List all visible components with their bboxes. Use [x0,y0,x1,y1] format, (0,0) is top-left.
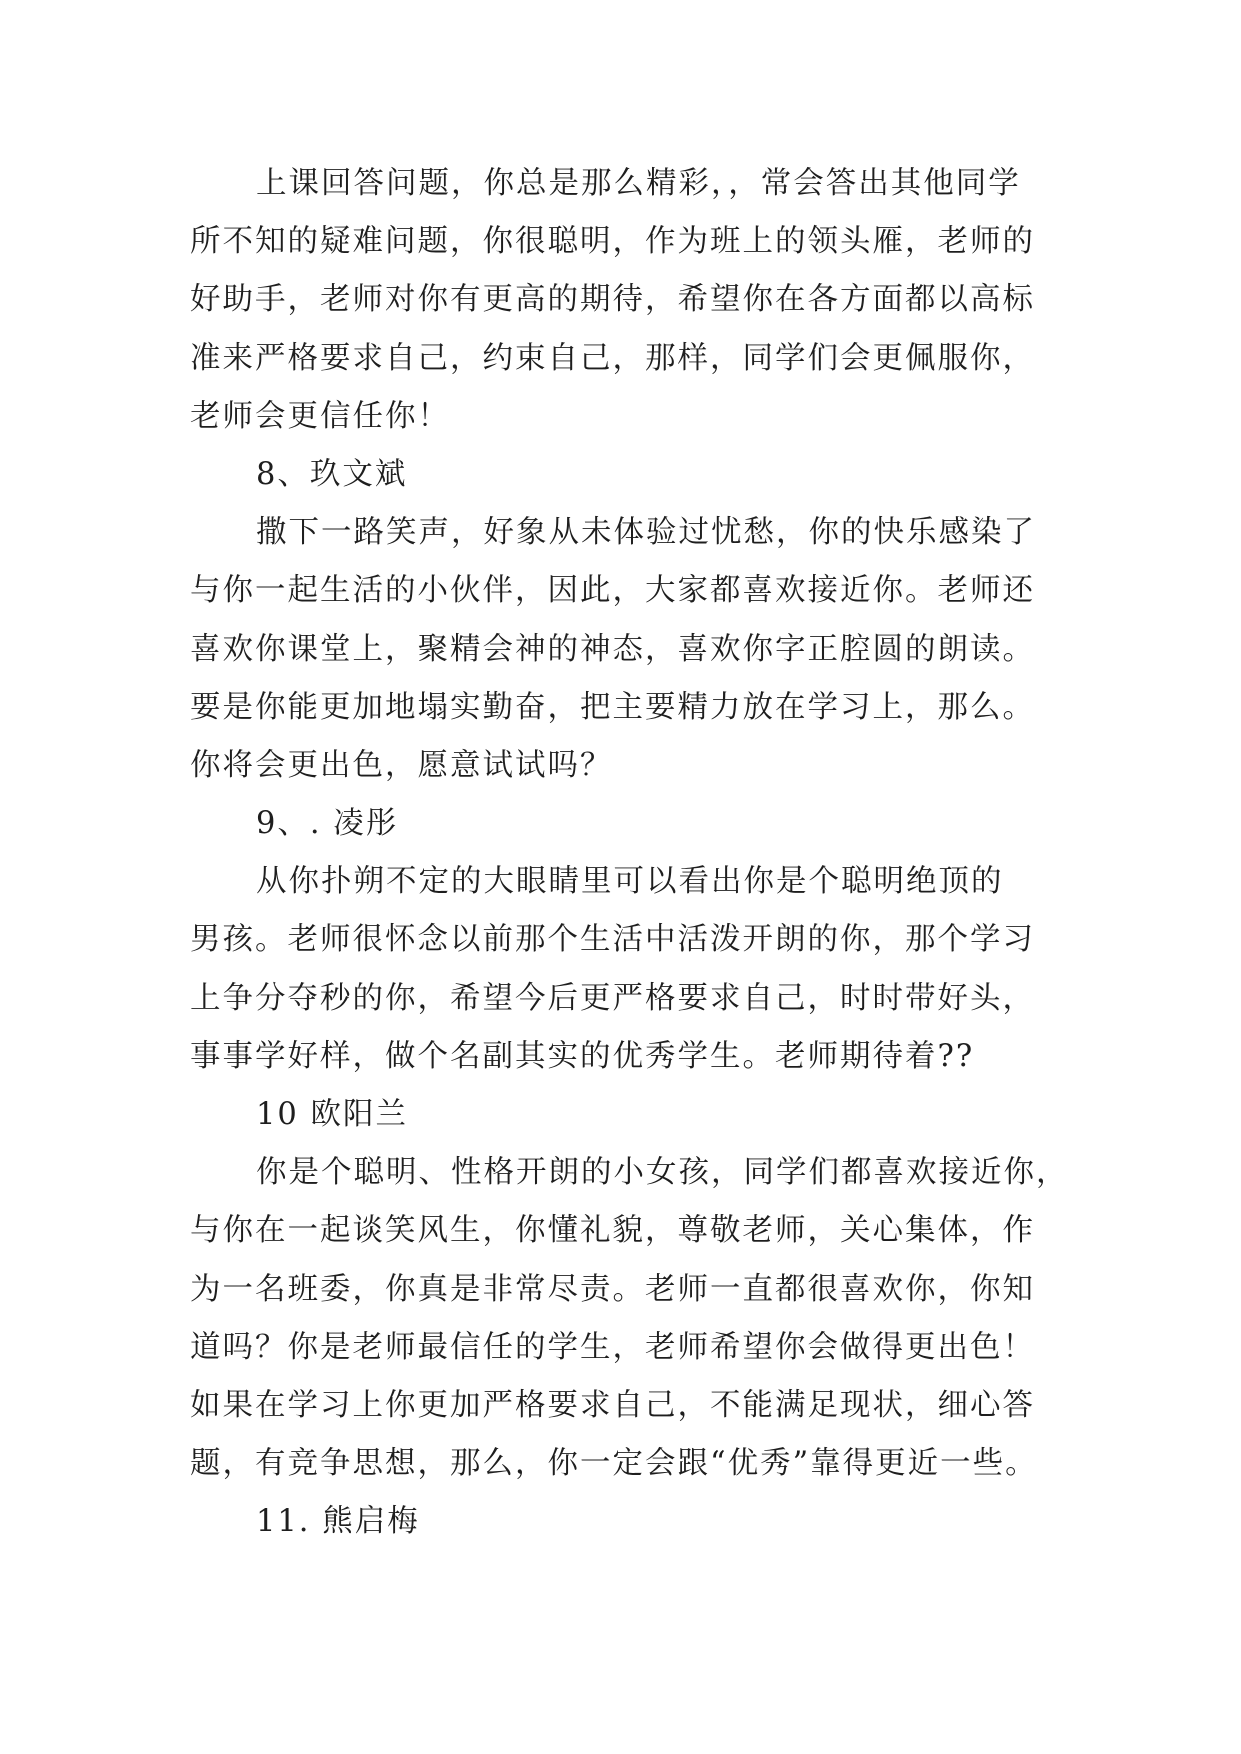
paragraph-line: 你是个聪明、性格开朗的小女孩，同学们都喜欢接近你， [256,1155,1069,1191]
paragraph-line: 所不知的疑难问题，你很聪明，作为班上的领头雁，老师的 [190,224,1035,260]
paragraph-line: 事事学好样，做个名副其实的优秀学生。老师期待着?? [190,1038,975,1074]
paragraph-line: 准来严格要求自己，约束自己，那样，同学们会更佩服你， [190,340,1035,376]
paragraph-line: 老师会更信任你！ [190,398,450,434]
paragraph-line: 与你一起生活的小伙伴，因此，大家都喜欢接近你。老师还 [190,573,1035,609]
document-page [190,155,1070,1552]
student-heading: 9、. 凌彤 [256,806,399,842]
student-heading: 11. 熊启梅 [256,1504,420,1540]
paragraph-line: 喜欢你课堂上，聚精会神的神态，喜欢你字正腔圆的朗读。 [190,631,1035,667]
student-heading: 10 欧阳兰 [256,1097,409,1132]
paragraph-line: 从你扑朔不定的大眼睛里可以看出你是个聪明绝顶的 [256,864,1004,900]
paragraph-line: 你将会更出色，愿意试试吗？ [190,747,613,783]
paragraph-line: 题，有竞争思想，那么，你一定会跟“优秀”靠得更近一些。 [190,1446,1038,1482]
student-heading: 8、玖文斌 [256,456,408,492]
paragraph-line: 与你在一起谈笑风生，你懂礼貌，尊敬老师，关心集体，作 [190,1213,1035,1249]
paragraph-line: 上争分夺秒的你，希望今后更严格要求自己，时时带好头， [190,980,1035,1016]
paragraph-line: 如果在学习上你更加严格要求自己，不能满足现状，细心答 [190,1387,1035,1423]
paragraph-line: 好助手，老师对你有更高的期待，希望你在各方面都以高标 [190,282,1035,318]
paragraph-line: 上课回答问题，你总是那么精彩，，常会答出其他同学 [256,166,1021,201]
paragraph-line: 男孩。老师很怀念以前那个生活中活泼开朗的你，那个学习 [190,922,1035,958]
paragraph-line: 要是你能更加地塌实勤奋，把主要精力放在学习上，那么。 [190,689,1035,725]
paragraph-line: 道吗？你是老师最信任的学生，老师希望你会做得更出色！ [190,1329,1035,1365]
paragraph-line: 撒下一路笑声，好象从未体验过忧愁，你的快乐感染了 [256,515,1036,551]
paragraph-line: 为一名班委，你真是非常尽责。老师一直都很喜欢你，你知 [190,1271,1035,1307]
